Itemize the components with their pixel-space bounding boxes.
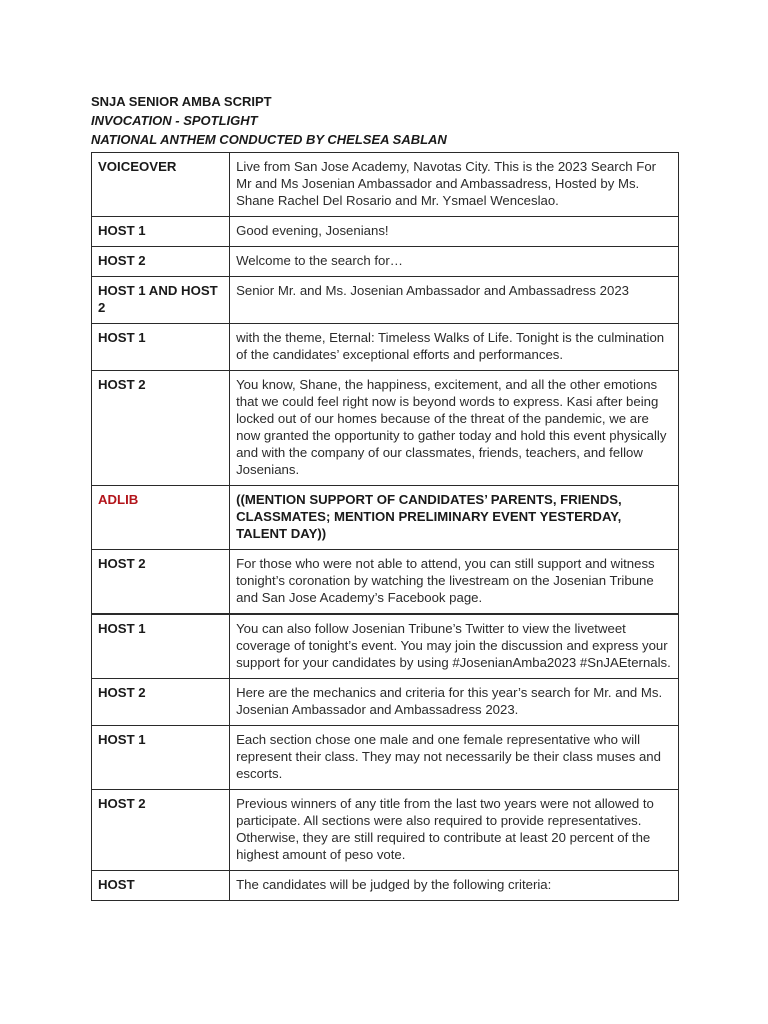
script-row	[92, 550, 679, 615]
line-cell: The candidates will be judged by the following criteria:	[230, 871, 679, 901]
speaker-cell: HOST 1	[92, 614, 230, 679]
speaker-cell: HOST 1	[92, 726, 230, 790]
script-row	[92, 790, 679, 871]
script-row	[92, 153, 679, 217]
line-cell: You can also follow Josenian Tribune’s Twitter to view the livetweet coverage of tonight’s event. You may join the discussion and express your support for your candidates by using #JosenianAmba2023 #SnJAEternals.	[230, 614, 679, 679]
line-cell: For those who were not able to attend, you can still support and witness tonight’s coronation by watching the livestream on the Josenian Tribune and San Jose Academy’s Facebook page.	[230, 550, 679, 615]
adlib-instruction-cell: ((MENTION SUPPORT OF CANDIDATES’ PARENTS, FRIENDS, CLASSMATES; MENTION PRELIMINARY EVENT YESTERDAY, TALENT DAY))	[230, 486, 679, 550]
line-cell: with the theme, Eternal: Timeless Walks of Life. Tonight is the culmination of the candidates’ exceptional efforts and performances.	[230, 324, 679, 371]
speaker-cell: HOST	[92, 871, 230, 901]
script-table	[91, 152, 679, 901]
script-row-adlib	[92, 486, 679, 550]
speaker-cell: VOICEOVER	[92, 153, 230, 217]
line-cell: You know, Shane, the happiness, excitement, and all the other emotions that we could feel right now is beyond words to express. Kasi after being locked out of our homes because of the threat of the pandemic, we are now granted the opportunity to gather today and hold this event physically and with the company of our classmates, friends, teachers, and fellow Josenians.	[230, 371, 679, 486]
script-row	[92, 726, 679, 790]
speaker-cell: HOST 2	[92, 371, 230, 486]
line-cell: Here are the mechanics and criteria for this year’s search for Mr. and Ms. Josenian Ambassador and Ambassadress 2023.	[230, 679, 679, 726]
script-row	[92, 679, 679, 726]
line-cell: Good evening, Josenians!	[230, 217, 679, 247]
line-cell: Senior Mr. and Ms. Josenian Ambassador and Ambassadress 2023	[230, 277, 679, 324]
script-row	[92, 871, 679, 901]
speaker-cell: HOST 1	[92, 324, 230, 371]
script-row	[92, 614, 679, 679]
speaker-cell: HOST 2	[92, 247, 230, 277]
speaker-cell: HOST 2	[92, 790, 230, 871]
script-row	[92, 277, 679, 324]
script-row	[92, 324, 679, 371]
speaker-cell: HOST 1 AND HOST 2	[92, 277, 230, 324]
script-row	[92, 247, 679, 277]
document-title: SNJA SENIOR AMBA SCRIPT	[91, 94, 272, 109]
line-cell: Live from San Jose Academy, Navotas City. This is the 2023 Search For Mr and Ms Josenian Ambassador and Ambassadress, Hosted by Ms. Shane Rachel Del Rosario and Mr. Ysmael Wenceslao.	[230, 153, 679, 217]
line-cell: Welcome to the search for…	[230, 247, 679, 277]
national-anthem-note: NATIONAL ANTHEM CONDUCTED BY CHELSEA SABLAN	[91, 132, 447, 147]
speaker-cell: HOST 1	[92, 217, 230, 247]
adlib-speaker-cell: ADLIB	[92, 486, 230, 550]
invocation-note: INVOCATION - SPOTLIGHT	[91, 113, 258, 128]
script-row	[92, 371, 679, 486]
script-row	[92, 217, 679, 247]
speaker-cell: HOST 2	[92, 550, 230, 615]
document-page	[91, 92, 679, 901]
line-cell: Previous winners of any title from the last two years were not allowed to participate. All sections were also required to provide representatives. Otherwise, they are still required to contribute at least 20 percent of the highest amount of peso vote.	[230, 790, 679, 871]
speaker-cell: HOST 2	[92, 679, 230, 726]
line-cell: Each section chose one male and one female representative who will represent their class. They may not necessarily be their class muses and escorts.	[230, 726, 679, 790]
